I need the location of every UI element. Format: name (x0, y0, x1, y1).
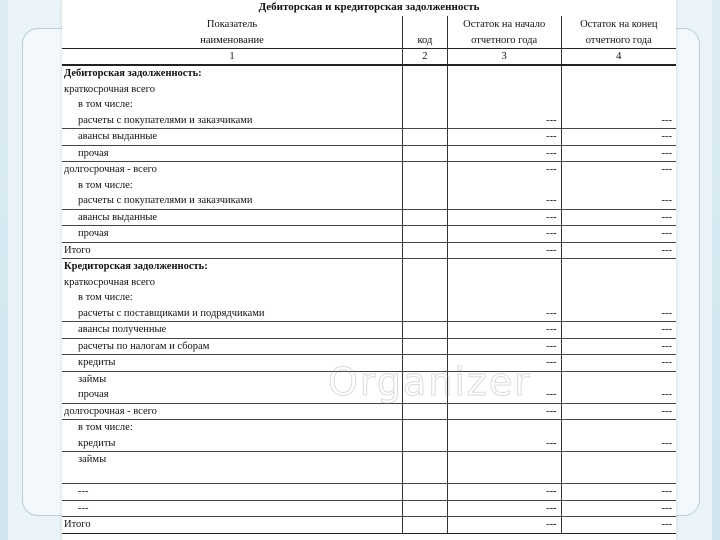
row-label: расчеты с покупателями и заказчиками (62, 193, 403, 209)
row-code (403, 290, 448, 306)
row-value-start (447, 420, 561, 436)
column-number-1: 1 (62, 49, 403, 66)
table-row (62, 436, 676, 452)
header-balance-start: Остаток на начало (447, 16, 561, 32)
row-code (403, 97, 448, 113)
row-value-end: --- (561, 306, 676, 322)
background-stripe-left (0, 0, 8, 540)
row-value-start: --- (447, 484, 561, 501)
row-value-start: --- (447, 387, 561, 403)
table-row (62, 97, 676, 113)
row-value-start: --- (447, 242, 561, 259)
table-row (62, 517, 676, 534)
row-label: Итого (62, 242, 403, 259)
table-row (62, 338, 676, 355)
row-code (403, 113, 448, 129)
column-number-row (62, 49, 676, 66)
row-code (403, 145, 448, 162)
row-value-start (447, 290, 561, 306)
row-label: Дебиторская задолженность: (64, 68, 202, 80)
row-value-end: --- (561, 517, 676, 534)
column-number-4: 4 (561, 49, 676, 66)
row-label: краткосрочная всего (64, 83, 155, 95)
table-row (62, 178, 676, 194)
table-row (62, 403, 676, 420)
row-value-start: --- (447, 145, 561, 162)
row-value-end: --- (561, 322, 676, 339)
table-row (62, 259, 676, 275)
row-value-end (561, 371, 676, 387)
table-row (62, 484, 676, 501)
row-label: в том числе: (78, 179, 133, 191)
row-value-start (447, 178, 561, 194)
row-code (403, 226, 448, 243)
table-row (62, 193, 676, 209)
row-code (403, 162, 448, 178)
row-label: авансы полученные (62, 322, 403, 339)
row-value-end: --- (561, 403, 676, 420)
row-label (62, 468, 403, 484)
row-value-start: --- (447, 193, 561, 209)
row-label: кредиты (62, 436, 403, 452)
row-value-end (561, 275, 676, 291)
table-row (62, 162, 676, 178)
row-code (403, 306, 448, 322)
row-value-start (447, 97, 561, 113)
row-value-end: --- (561, 338, 676, 355)
row-value-start: --- (447, 355, 561, 372)
row-value-end: --- (561, 242, 676, 259)
row-label: Кредиторская задолженность: (64, 261, 208, 273)
column-number-2: 2 (403, 49, 448, 66)
row-code (403, 178, 448, 194)
table-row (62, 420, 676, 436)
row-value-end: --- (561, 355, 676, 372)
table-row (62, 145, 676, 162)
row-value-end: --- (561, 145, 676, 162)
row-code (403, 403, 448, 420)
table-row (62, 322, 676, 339)
row-label: расчеты с покупателями и заказчиками (62, 113, 403, 129)
row-value-end (561, 178, 676, 194)
table-row (62, 242, 676, 259)
background-stripe-right (712, 0, 720, 540)
row-value-start (447, 82, 561, 98)
table-row (62, 306, 676, 322)
header-reporting-year-start: отчетного года (447, 32, 561, 49)
row-value-start: --- (447, 129, 561, 146)
header-reporting-year-end: отчетного года (561, 32, 676, 49)
row-label: долгосрочная - всего (62, 403, 403, 420)
row-label: расчеты с поставщиками и подрядчиками (62, 306, 403, 322)
row-value-start (447, 65, 561, 82)
header-indicator: Показатель (206, 18, 258, 30)
row-code (403, 209, 448, 226)
row-value-end (561, 65, 676, 82)
header-row-2 (62, 32, 676, 49)
header-code: код (403, 32, 448, 49)
row-label: --- (62, 500, 403, 517)
row-label: прочая (62, 226, 403, 243)
row-value-end (561, 82, 676, 98)
header-balance-end: Остаток на конец (561, 16, 676, 32)
header-name: наименование (200, 34, 264, 46)
table-row (62, 113, 676, 129)
row-code (403, 65, 448, 82)
row-value-start: --- (447, 338, 561, 355)
table-row (62, 226, 676, 243)
receivables-payables-table (62, 16, 676, 534)
row-value-end: --- (561, 209, 676, 226)
row-label: долгосрочная - всего (64, 164, 157, 176)
row-label: прочая (62, 145, 403, 162)
row-label: авансы выданные (62, 209, 403, 226)
row-value-end (561, 452, 676, 468)
row-label: авансы выданные (62, 129, 403, 146)
column-number-3: 3 (447, 49, 561, 66)
table-row (62, 82, 676, 98)
row-value-end: --- (561, 436, 676, 452)
row-label: прочая (62, 387, 403, 403)
row-value-start (447, 275, 561, 291)
document-sheet (62, 0, 676, 540)
row-label: расчеты по налогам и сборам (62, 338, 403, 355)
row-value-end: --- (561, 113, 676, 129)
row-value-start: --- (447, 306, 561, 322)
watermark: Organizer (328, 360, 532, 404)
row-code (403, 452, 448, 468)
table-row (62, 209, 676, 226)
row-code (403, 500, 448, 517)
row-code (403, 322, 448, 339)
row-value-start: --- (447, 113, 561, 129)
table-body (62, 65, 676, 533)
row-value-end (561, 468, 676, 484)
header-blank (403, 16, 448, 32)
row-value-end (561, 290, 676, 306)
row-label: займы (78, 454, 107, 466)
row-value-end: --- (561, 226, 676, 243)
table-row (62, 290, 676, 306)
row-value-end: --- (561, 193, 676, 209)
row-value-start: --- (447, 226, 561, 243)
row-label: в том числе: (78, 292, 133, 304)
row-code (403, 242, 448, 259)
row-value-start: --- (447, 403, 561, 420)
row-value-start: --- (447, 322, 561, 339)
row-label: Итого (62, 517, 403, 534)
row-code (403, 193, 448, 209)
row-value-end (561, 97, 676, 113)
header-row-1 (62, 16, 676, 32)
table-row (62, 129, 676, 146)
table-row (62, 468, 676, 484)
row-value-start: --- (447, 209, 561, 226)
row-code (403, 129, 448, 146)
row-value-end: --- (561, 387, 676, 403)
row-value-end (561, 259, 676, 275)
row-label: --- (62, 484, 403, 501)
row-code (403, 82, 448, 98)
table-row (62, 275, 676, 291)
row-code (403, 420, 448, 436)
row-label: в том числе: (78, 422, 133, 434)
row-code (403, 468, 448, 484)
row-code (403, 517, 448, 534)
row-code (403, 275, 448, 291)
row-label: краткосрочная всего (64, 276, 155, 288)
table-row (62, 452, 676, 468)
row-value-start (447, 259, 561, 275)
row-value-end (561, 420, 676, 436)
row-code (403, 484, 448, 501)
row-label: кредиты (62, 355, 403, 372)
row-code (403, 436, 448, 452)
row-code (403, 338, 448, 355)
row-value-start: --- (447, 436, 561, 452)
row-value-start: --- (447, 517, 561, 534)
row-value-start (447, 452, 561, 468)
row-value-start (447, 468, 561, 484)
row-code (403, 259, 448, 275)
row-value-end: --- (561, 500, 676, 517)
row-value-start: --- (447, 162, 561, 178)
table-row (62, 500, 676, 517)
row-value-end: --- (561, 484, 676, 501)
row-label: займы (78, 373, 107, 385)
row-label: в том числе: (78, 99, 133, 111)
row-value-end: --- (561, 162, 676, 178)
document-title: Дебиторская и кредиторская задолженность (258, 1, 480, 13)
row-value-end: --- (561, 129, 676, 146)
table-row (62, 65, 676, 82)
row-value-start: --- (447, 500, 561, 517)
